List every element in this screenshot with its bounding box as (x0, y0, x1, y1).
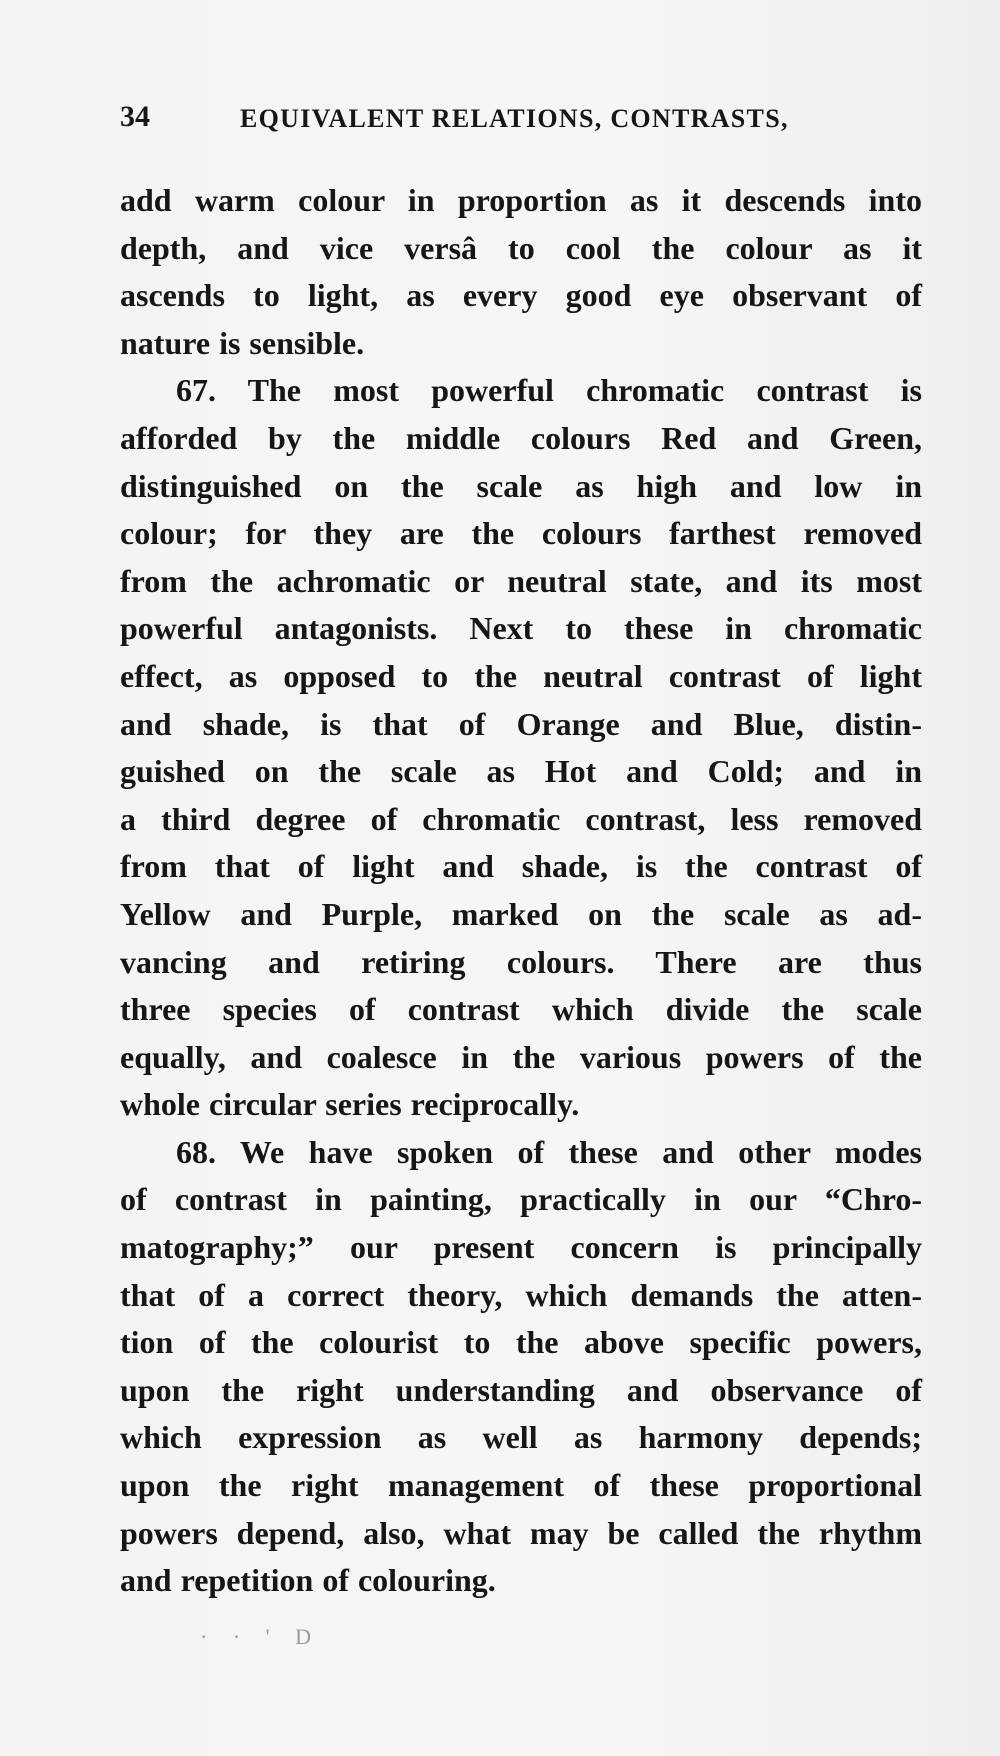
text-line: powers depend, also, what may be called the rhythm (120, 1514, 922, 1551)
text-line: whole circular series reciprocally. (120, 1086, 580, 1123)
text-line: effect, as opposed to the neutral contrast of light (120, 657, 922, 694)
text-line: depth, and vice versâ to cool the colour as it (120, 229, 922, 266)
text-line: nature is sensible. (120, 324, 365, 361)
signature-mark: · · ' D (200, 1624, 322, 1649)
paragraph-67-start: 67. The most powerful chromatic contrast is (176, 372, 922, 409)
text-line: distinguished on the scale as high and low in (120, 467, 922, 504)
text-line: upon the right understanding and observance of (120, 1371, 922, 1408)
paragraph-68-start: 68. We have spoken of these and other modes (176, 1133, 922, 1170)
text-line: Yellow and Purple, marked on the scale as ad- (120, 895, 922, 932)
running-title: EQUIVALENT RELATIONS, CONTRASTS, (240, 104, 789, 133)
text-line: and repetition of colouring. (120, 1562, 496, 1599)
running-head (120, 100, 920, 140)
text-line: tion of the colourist to the above specific powers, (120, 1324, 922, 1361)
text-line: add warm colour in proportion as it descends into (120, 182, 922, 218)
text-line: colour; for they are the colours farthest removed (120, 515, 922, 552)
text-line: afforded by the middle colours Red and Green, (120, 419, 922, 456)
text-line: equally, and coalesce in the various powers of the (120, 1038, 922, 1075)
text-line: from that of light and shade, is the contrast of (120, 848, 922, 885)
text-line: guished on the scale as Hot and Cold; and in (120, 753, 922, 790)
text-line: powerful antagonists. Next to these in chromatic (120, 610, 922, 647)
text-line: from the achromatic or neutral state, and its most (120, 562, 922, 599)
text-line: vancing and retiring colours. There are thus (120, 943, 922, 980)
page-number: 34 (120, 100, 150, 133)
text-line: ascends to light, as every good eye observant of (120, 277, 922, 314)
text-line: three species of contrast which divide the scale (120, 991, 922, 1028)
text-line: that of a correct theory, which demands the atten- (120, 1276, 922, 1313)
text-line: and shade, is that of Orange and Blue, distin- (120, 705, 922, 742)
text-line: matography;” our present concern is principally (120, 1229, 922, 1266)
text-line: a third degree of chromatic contrast, less removed (120, 800, 922, 837)
text-line: upon the right management of these proportional (120, 1467, 922, 1504)
body-text (120, 177, 922, 1605)
text-line: which expression as well as harmony depends; (120, 1419, 922, 1456)
text-line: of contrast in painting, practically in our “Chro- (120, 1181, 922, 1218)
